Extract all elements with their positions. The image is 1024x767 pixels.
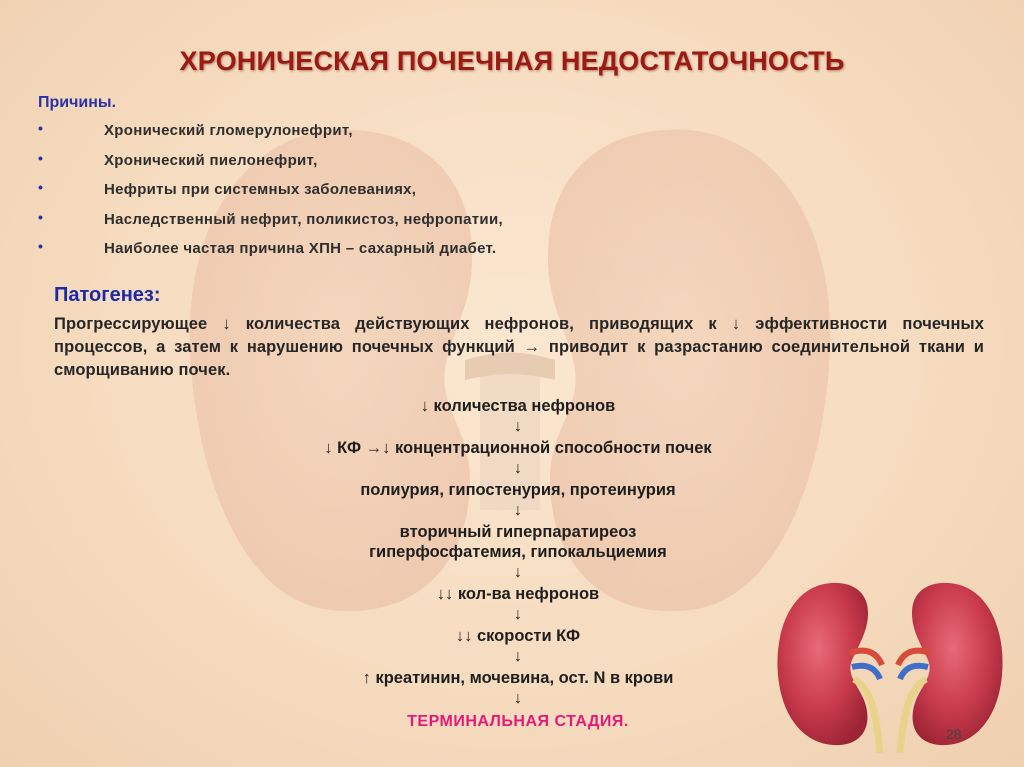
kidneys-photo	[772, 575, 1008, 753]
pathogenesis-flowchart	[220, 396, 816, 734]
flow-step: ↓↓ скорости КФ	[455, 627, 581, 645]
bullet-icon: •	[38, 179, 43, 195]
down-arrow-icon: ↓	[514, 460, 522, 477]
bullet-icon: •	[38, 208, 43, 225]
cause-text: Хронический пиелонефрит,	[104, 151, 318, 169]
cause-text: Нефриты при системных заболеваниях,	[104, 181, 417, 198]
bullet-icon: •	[38, 149, 43, 166]
causes-heading: Причины.	[38, 94, 117, 111]
flow-step: ↓ количества нефронов	[420, 397, 616, 415]
slide-title: ХРОНИЧЕСКАЯ ПОЧЕЧНАЯ НЕДОСТАТОЧНОСТЬ	[179, 46, 845, 76]
flow-step: ↑ креатинин, мочевина, ост. N в крови	[362, 669, 674, 687]
flow-step: гиперфосфатемия, гипокальциемия	[369, 543, 667, 561]
flow-step: ↓↓ кол-ва нефронов	[436, 585, 600, 603]
down-arrow-icon: ↓	[514, 564, 522, 581]
terminal-stage-label: ТЕРМИНАЛЬНАЯ СТАДИЯ.	[407, 713, 629, 730]
cause-text: Наследственный нефрит, поликистоз, нефропатии,	[104, 210, 503, 228]
cause-text: Хронический гломерулонефрит,	[104, 122, 353, 139]
down-arrow-icon: ↓	[514, 648, 522, 665]
down-arrow-icon: ↓	[514, 418, 522, 435]
bullet-icon: •	[38, 238, 43, 254]
page-number: 28	[946, 726, 962, 742]
down-arrow-icon: ↓	[514, 606, 522, 623]
down-arrow-icon: ↓	[514, 690, 522, 707]
down-arrow-icon: ↓	[514, 502, 522, 519]
pathogenesis-heading: Патогенез:	[54, 284, 161, 306]
flow-step: вторичный гиперпаратиреоз	[399, 523, 637, 541]
flow-step: ↓ КФ →↓ концентрационной способности почек	[324, 439, 712, 457]
pathogenesis-text: Прогрессирующее ↓ количества действующих нефронов, приводящих к ↓ эффективности почечных процессов, а затем к нарушению почечных функций → приводит к разрастанию соединительной ткани и сморщиванию почек.	[54, 315, 984, 379]
bullet-icon: •	[38, 120, 43, 136]
flow-step: полиурия, гипостенурия, протеинурия	[360, 481, 676, 499]
cause-text: Наиболее частая причина ХПН – сахарный диабет.	[104, 240, 497, 257]
